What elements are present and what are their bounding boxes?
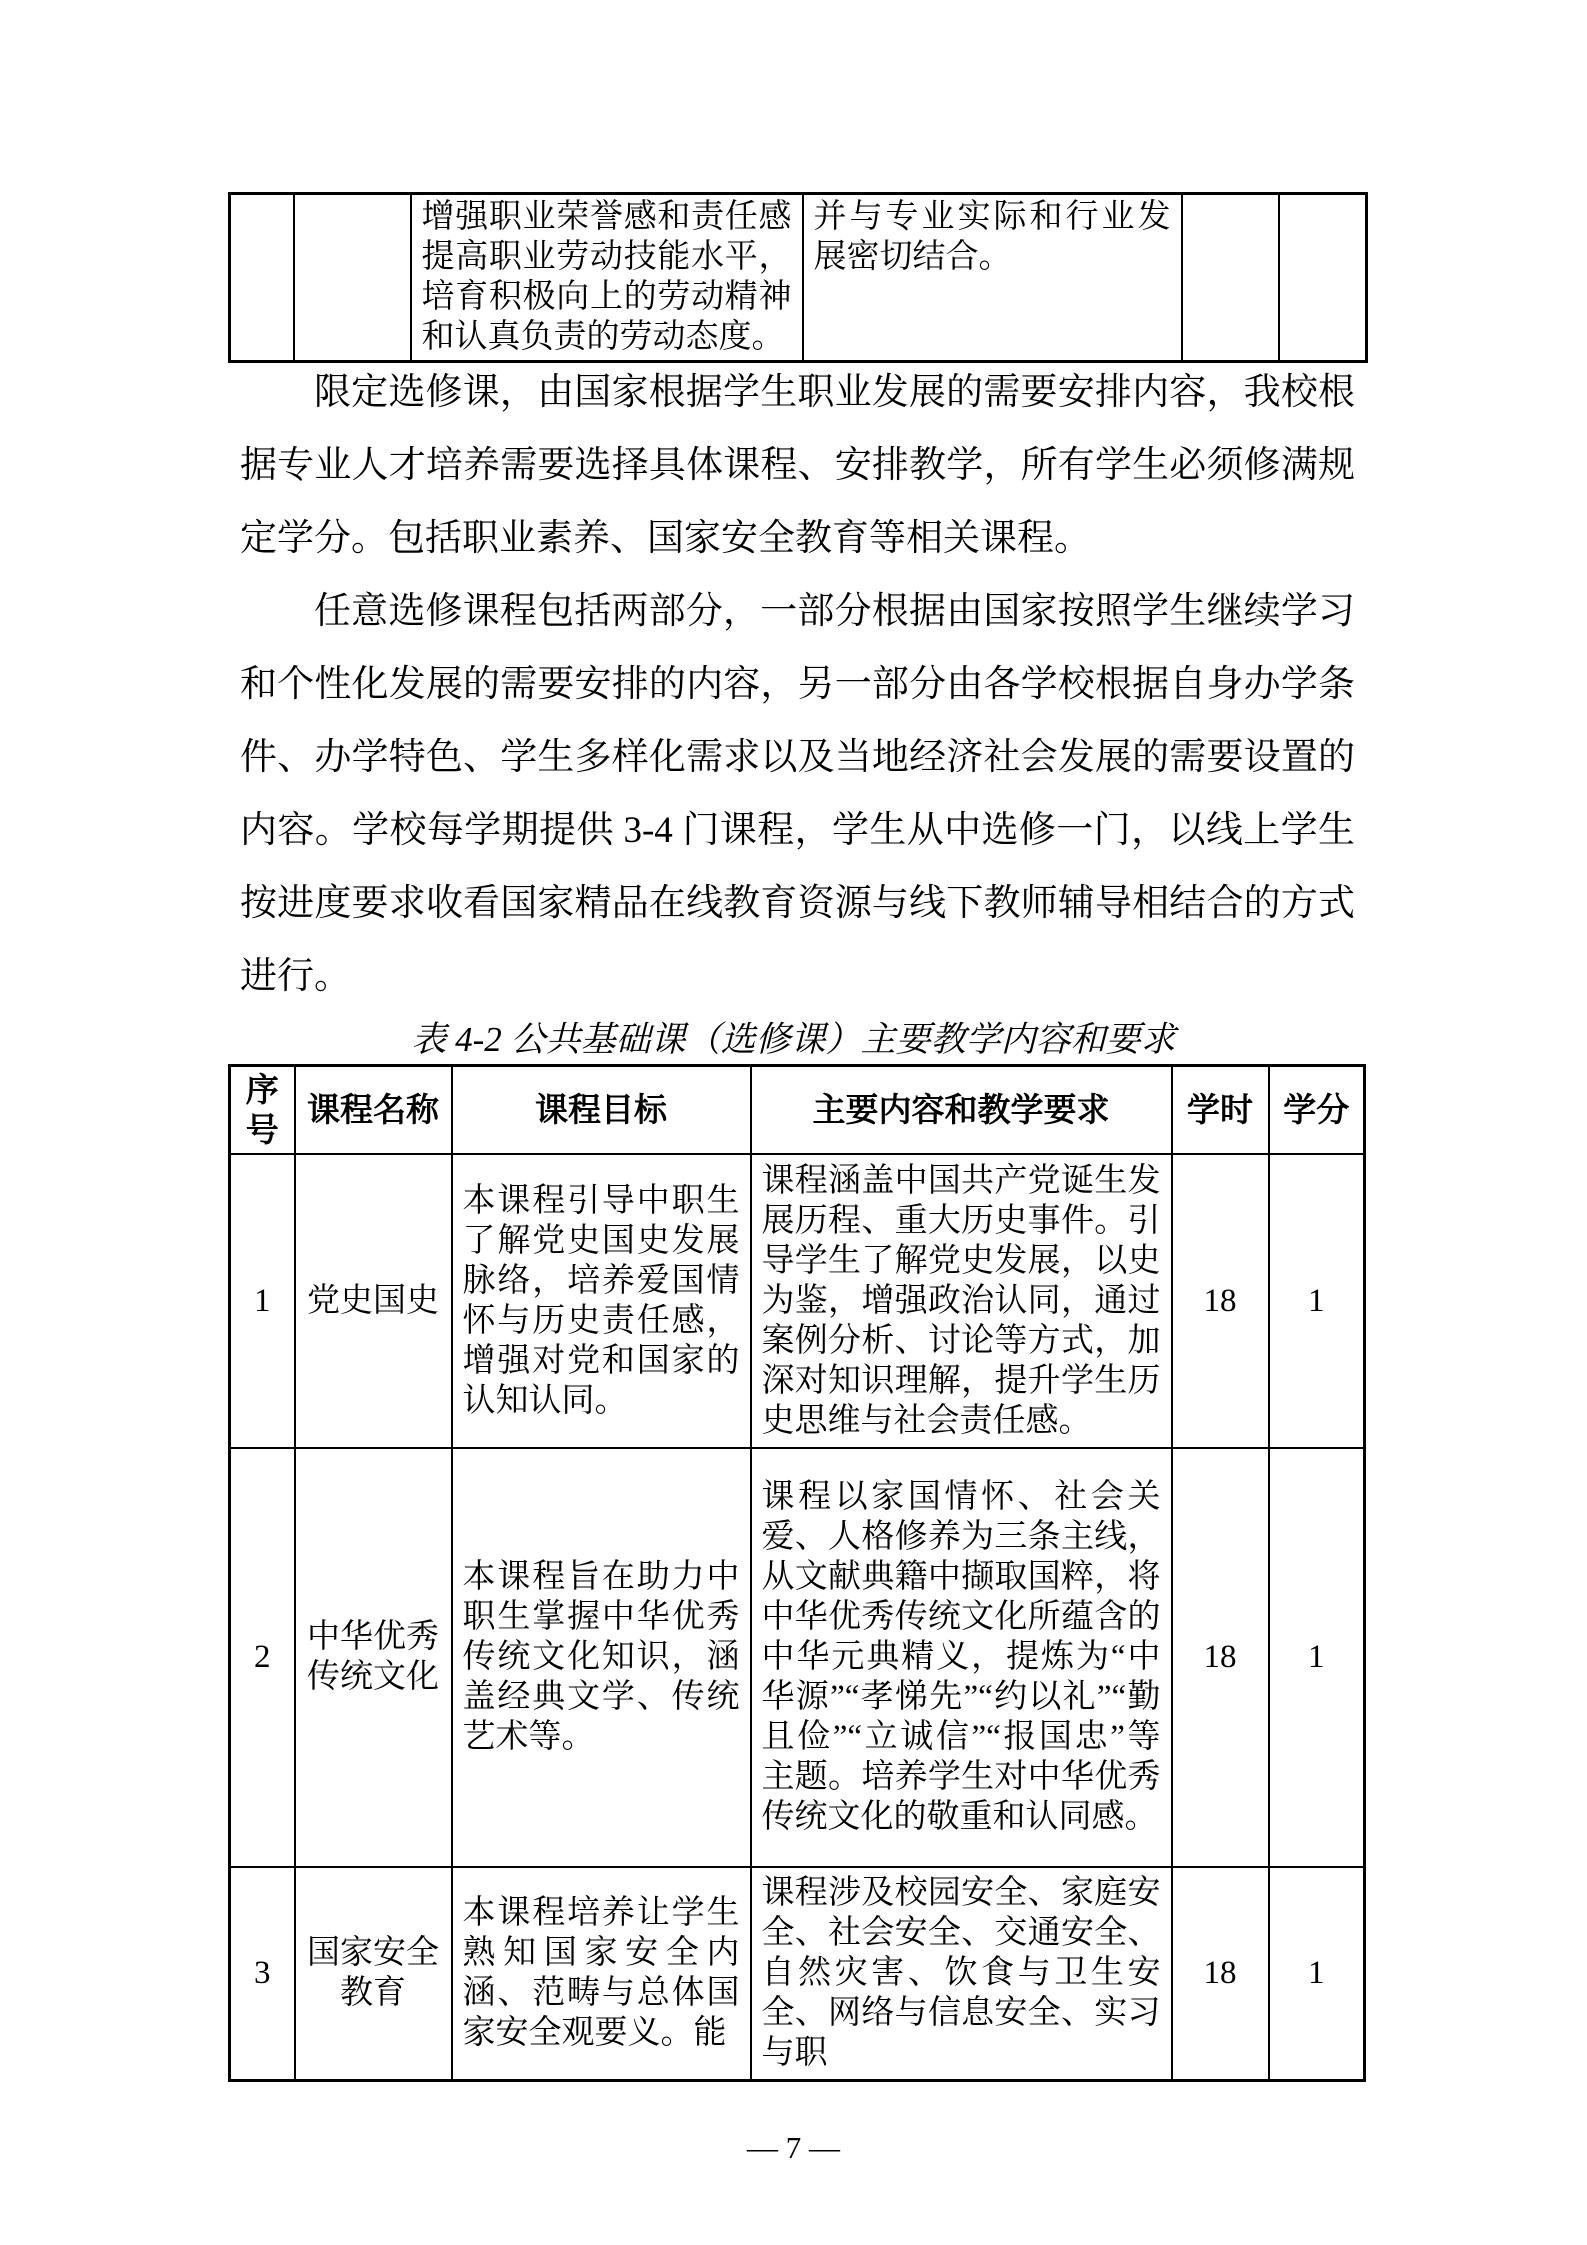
row2-credits: 1: [1269, 1448, 1365, 1867]
table-4-1-continuation: [228, 192, 1368, 363]
row3-content: 课程涉及校园安全、家庭安全、社会安全、交通安全、自然灾害、饮食与卫生安全、网络与信息安全、实习与职: [751, 1867, 1172, 2081]
cont-cell-name: [294, 194, 411, 362]
row3-course-name: 国家安全教育: [295, 1867, 452, 2081]
row1-content: 课程涵盖中国共产党诞生发展历程、重大历史事件。引导学生了解党史发展，以史为鉴，增强政治认同，通过案例分析、讨论等方式，加深对知识理解，提升学生历史思维与社会责任感。: [751, 1154, 1172, 1448]
header-credits: 学分: [1269, 1066, 1365, 1154]
row1-hours: 18: [1172, 1154, 1269, 1448]
body-text: [240, 356, 1355, 1013]
header-hours: 学时: [1172, 1066, 1269, 1154]
paragraph-elective-limited: 限定选修课，由国家根据学生职业发展的需要安排内容，我校根据专业人才培养需要选择具体课程、安排教学，所有学生必须修满规定学分。包括职业素养、国家安全教育等相关课程。: [240, 372, 1355, 559]
table-row: [230, 194, 1367, 362]
header-no: 序号: [230, 1066, 295, 1154]
row3-credits: 1: [1269, 1867, 1365, 2081]
header-course-goal: 课程目标: [452, 1066, 751, 1154]
table-row: [230, 1448, 1365, 1867]
cont-cell-goal: 增强职业荣誉感和责任感提高职业劳动技能水平，培育积极向上的劳动精神和认真负责的劳动态度。: [411, 194, 803, 362]
row3-hours: 18: [1172, 1867, 1269, 2081]
row1-credits: 1: [1269, 1154, 1365, 1448]
header-content-requirements: 主要内容和教学要求: [751, 1066, 1172, 1154]
table-4-2: [228, 1064, 1366, 2082]
row1-course-goal: 本课程引导中职生了解党史国史发展脉络，培养爱国情怀与历史责任感，增强对党和国家的认知认同。: [452, 1154, 751, 1448]
table-row: [230, 1867, 1365, 2081]
row2-content: 课程以家国情怀、社会关爱、人格修养为三条主线，从文献典籍中撷取国粹，将中华优秀传统文化所蕴含的中华元典精义，提炼为“中华源”“孝悌先”“约以礼”“勤且俭”“立诚信”“报国忠”等主题。培养学生对中华优秀传统文化的敬重和认同感。: [751, 1448, 1172, 1867]
paragraph-elective-free: 任意选修课程包括两部分，一部分根据由国家按照学生继续学习和个性化发展的需要安排的内容，另一部分由各学校根据自身办学条件、办学特色、学生多样化需求以及当地经济社会发展的需要设置的内容。学校每学期提供 3-4 门课程，学生从中选修一门，以线上学生按进度要求收看国家精品在线教育资源与线下教师辅导相结合的方式进行。: [240, 591, 1355, 997]
cont-cell-credits: [1279, 194, 1367, 362]
header-course-name: 课程名称: [295, 1066, 452, 1154]
row1-course-name: 党史国史: [295, 1154, 452, 1448]
row2-course-goal: 本课程旨在助力中职生掌握中华优秀传统文化知识，涵盖经典文学、传统艺术等。: [452, 1448, 751, 1867]
row2-no: 2: [230, 1448, 295, 1867]
row2-hours: 18: [1172, 1448, 1269, 1867]
page-number: — 7 —: [747, 2130, 840, 2165]
cont-cell-hours: [1182, 194, 1279, 362]
table-row: [230, 1154, 1365, 1448]
row3-course-goal: 本课程培养让学生熟知国家安全内涵、范畴与总体国家安全观要义。能: [452, 1867, 751, 2081]
table-header-row: [230, 1066, 1365, 1154]
row1-no: 1: [230, 1154, 295, 1448]
table-caption: 表 4-2 公共基础课（选修课）主要教学内容和要求: [411, 1020, 1176, 1059]
cont-cell-no: [230, 194, 294, 362]
cont-cell-content: 并与专业实际和行业发展密切结合。: [803, 194, 1182, 362]
row3-no: 3: [230, 1867, 295, 2081]
row2-course-name: 中华优秀传统文化: [295, 1448, 452, 1867]
